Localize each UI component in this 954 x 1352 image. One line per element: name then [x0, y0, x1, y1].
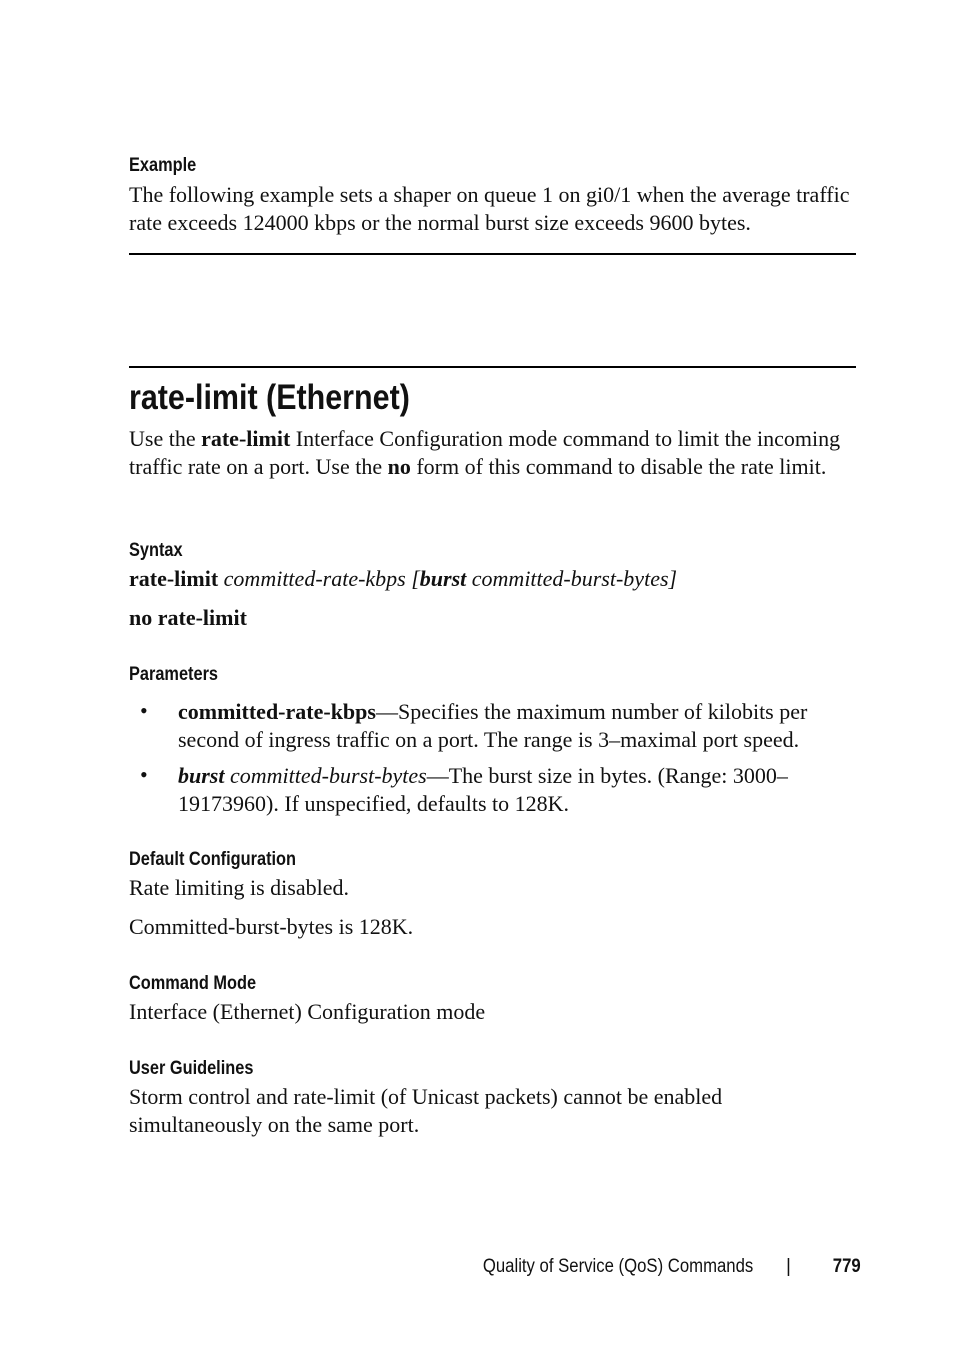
user-guidelines-text: Storm control and rate-limit (of Unicast packets) cannot be enabled simultaneously on the same port. [129, 1084, 723, 1137]
syntax-line-2: no rate-limit [129, 605, 247, 630]
section-title: rate-limit (Ethernet) [129, 378, 410, 417]
default-config-line-2: Committed-burst-bytes is 128K. [129, 914, 414, 939]
default-config-line-1: Rate limiting is disabled. [129, 875, 349, 900]
parameter-desc: —Specifies the maximum number of kilobits per second of ingress traffic on a port. The range is 3–maximal port speed. [178, 699, 808, 752]
bullet-marker: • [140, 698, 148, 723]
footer-separator: | [786, 1256, 791, 1277]
parameters-heading: Parameters [129, 664, 219, 685]
intro-command: rate-limit [201, 426, 291, 451]
divider-top [129, 253, 856, 255]
user-guidelines-heading: User Guidelines [129, 1058, 254, 1079]
bullet-marker: • [140, 762, 148, 787]
syntax-heading: Syntax [129, 540, 183, 561]
syntax-line-1 [129, 565, 677, 593]
syntax-arg-burst: committed-burst-bytes] [466, 566, 678, 591]
parameter-term: committed-rate-kbps [178, 699, 376, 724]
intro-text-1: Use the [129, 426, 202, 451]
intro-text-2: Interface Configuration mode command to limit the incoming traffic rate on a port. Use the [129, 426, 841, 479]
page-number: 779 [833, 1256, 861, 1277]
example-text: The following example sets a shaper on queue 1 on gi0/1 when the average traffic rate exceeds 124000 kbps or the normal burst size exceeds 9600 bytes. [129, 182, 850, 235]
command-mode-heading: Command Mode [129, 973, 257, 994]
syntax-burst-keyword: burst [419, 566, 467, 591]
parameter-desc: —The burst size in bytes. (Range: 3000–19173960). If unspecified, defaults to 128K. [178, 763, 788, 816]
divider-section [129, 366, 856, 368]
intro-text-3: form of this command to disable the rate limit. [410, 453, 827, 479]
default-config-heading: Default Configuration [129, 849, 297, 870]
syntax-arg-rate: committed-rate-kbps [ [218, 566, 420, 591]
parameter-item [178, 762, 818, 817]
parameter-term-arg: committed-burst-bytes [224, 763, 427, 788]
syntax-command: rate-limit [129, 566, 219, 591]
example-heading: Example [129, 155, 197, 176]
footer-chapter: Quality of Service (QoS) Commands [482, 1256, 753, 1277]
parameter-item [178, 698, 858, 753]
parameter-term: burst [178, 763, 225, 788]
intro-no-keyword: no [387, 453, 411, 479]
intro-paragraph [129, 425, 856, 480]
command-mode-text: Interface (Ethernet) Configuration mode [129, 999, 486, 1024]
